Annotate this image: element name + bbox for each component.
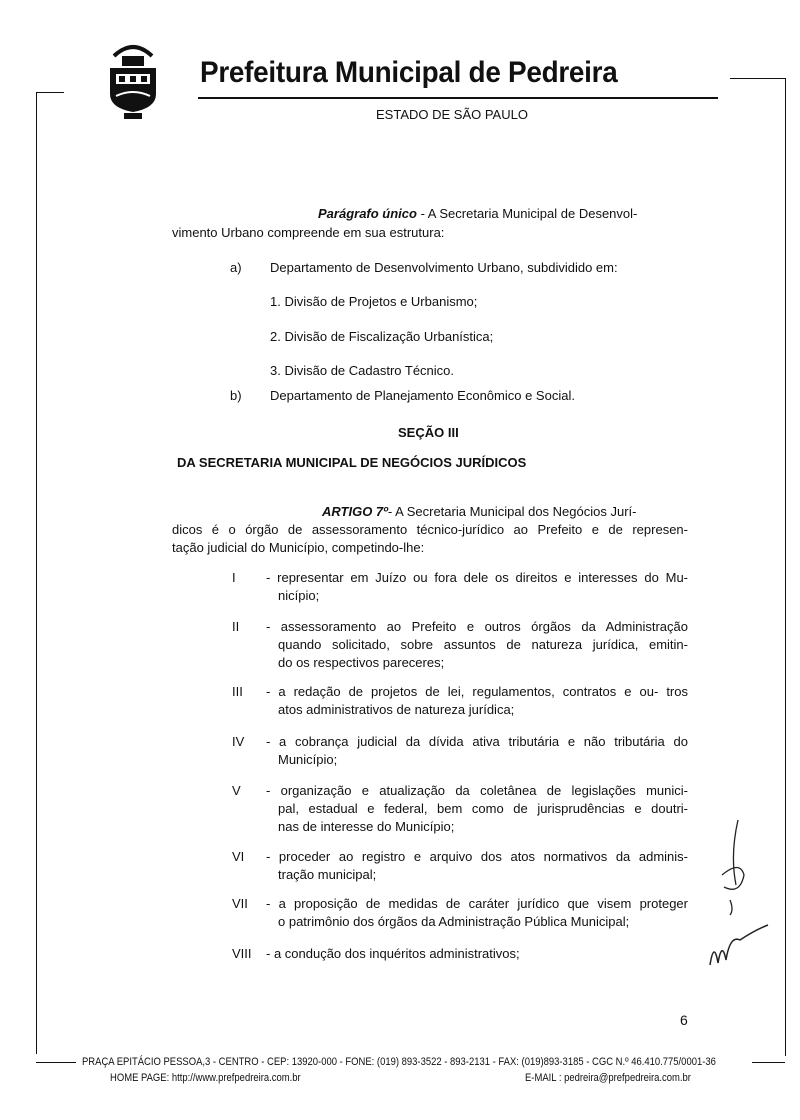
- item-text-line: - proceder ao registro e arquivo dos atos normativos da adminis-: [266, 849, 688, 864]
- item-text-line: nicípio;: [278, 588, 320, 603]
- item-numeral: IV: [232, 734, 245, 749]
- item-numeral: I: [232, 570, 236, 585]
- item-text-line: atos administrativos de natureza jurídica;: [278, 702, 515, 717]
- section-number: SEÇÃO III: [398, 425, 459, 440]
- sub-item-1: 1. Divisão de Projetos e Urbanismo;: [270, 294, 478, 309]
- sub-item-2: 2. Divisão de Fiscalização Urbanística;: [270, 329, 494, 344]
- item-b-marker: b): [230, 388, 242, 403]
- item-text-line: nas de interesse do Município;: [278, 819, 455, 834]
- frame-bottom-left-line: [36, 1062, 76, 1063]
- item-text-line: - a proposição de medidas de caráter jurídico que visem proteger: [266, 896, 688, 911]
- item-text-line: pal, estadual e federal, bem como de jurisprudências e doutri-: [278, 801, 688, 816]
- frame-right-line: [785, 78, 786, 1056]
- footer-email[interactable]: E-MAIL : pedreira@prefpedreira.com.br: [525, 1072, 691, 1084]
- artigo-text-3: tação judicial do Município, competindo-lhe:: [172, 540, 425, 555]
- frame-top-left-line: [36, 92, 64, 93]
- item-text-line: Município;: [278, 752, 338, 767]
- item-b-text: Departamento de Planejamento Econômico e Social.: [270, 388, 575, 403]
- paragrafo-label: Parágrafo único: [318, 206, 417, 221]
- item-text-line: quando solicitado, sobre assuntos de natureza jurídica, emitin-: [278, 637, 688, 652]
- artigo-text: - A Secretaria Municipal dos Negócios Jurí-: [387, 504, 637, 519]
- item-text-line: - a redação de projetos de lei, regulamentos, contratos e ou- tros: [266, 684, 688, 699]
- item-numeral: III: [232, 684, 243, 699]
- header-title: Prefeitura Municipal de Pedreira: [200, 56, 618, 89]
- city-crest-logo: [104, 38, 162, 120]
- item-numeral: VII: [232, 896, 248, 911]
- item-a-text: Departamento de Desenvolvimento Urbano, subdividido em:: [270, 260, 618, 275]
- item-numeral: VI: [232, 849, 245, 864]
- section-title: DA SECRETARIA MUNICIPAL DE NEGÓCIOS JURÍDICOS: [177, 455, 527, 470]
- footer-address: PRAÇA EPITÁCIO PESSOA,3 - CENTRO - CEP: 13920-000 - FONE: (019) 893-3522 - 893-2131 - FAX: (019)893-3185 - CGC N.º 46.410.775/0001-36: [82, 1056, 716, 1068]
- frame-top-right-line: [730, 78, 785, 79]
- item-text-line: - a cobrança judicial da dívida ativa tributária e não tributária do: [266, 734, 688, 749]
- sub-item-3: 3. Divisão de Cadastro Técnico.: [270, 363, 455, 378]
- footer-homepage[interactable]: HOME PAGE: http://www.prefpedreira.com.br: [110, 1072, 301, 1084]
- header-underline: [198, 97, 718, 99]
- handwritten-signatures: [700, 815, 770, 975]
- page-number: 6: [680, 1012, 688, 1028]
- item-text-line: - assessoramento ao Prefeito e outros órgãos da Administração: [266, 619, 688, 634]
- artigo-label: ARTIGO 7º: [322, 504, 388, 519]
- frame-left-line: [36, 92, 37, 1054]
- item-numeral: II: [232, 619, 240, 634]
- paragrafo-text: - A Secretaria Municipal de Desenvol-: [416, 206, 638, 221]
- item-text-line: - organização e atualização da coletânea de legislações munici-: [266, 783, 688, 798]
- item-numeral: V: [232, 783, 241, 798]
- item-text-line: o patrimônio dos órgãos da Administração Pública Municipal;: [278, 914, 630, 929]
- frame-bottom-right-line: [752, 1062, 785, 1063]
- item-text-line: do os respectivos pareceres;: [278, 655, 445, 670]
- item-text-line: - a condução dos inquéritos administrativos;: [266, 946, 520, 961]
- header-subtitle: ESTADO DE SÃO PAULO: [376, 107, 528, 122]
- artigo-text-2: dicos é o órgão de assessoramento técnico-jurídico ao Prefeito e de represen-: [172, 522, 688, 537]
- item-text-line: - representar em Juízo ou fora dele os direitos e interesses do Mu-: [266, 570, 688, 585]
- paragrafo-text-2: vimento Urbano compreende em sua estrutura:: [172, 225, 445, 240]
- item-a-marker: a): [230, 260, 242, 275]
- item-numeral: VIII: [232, 946, 252, 961]
- item-text-line: tração municipal;: [278, 867, 377, 882]
